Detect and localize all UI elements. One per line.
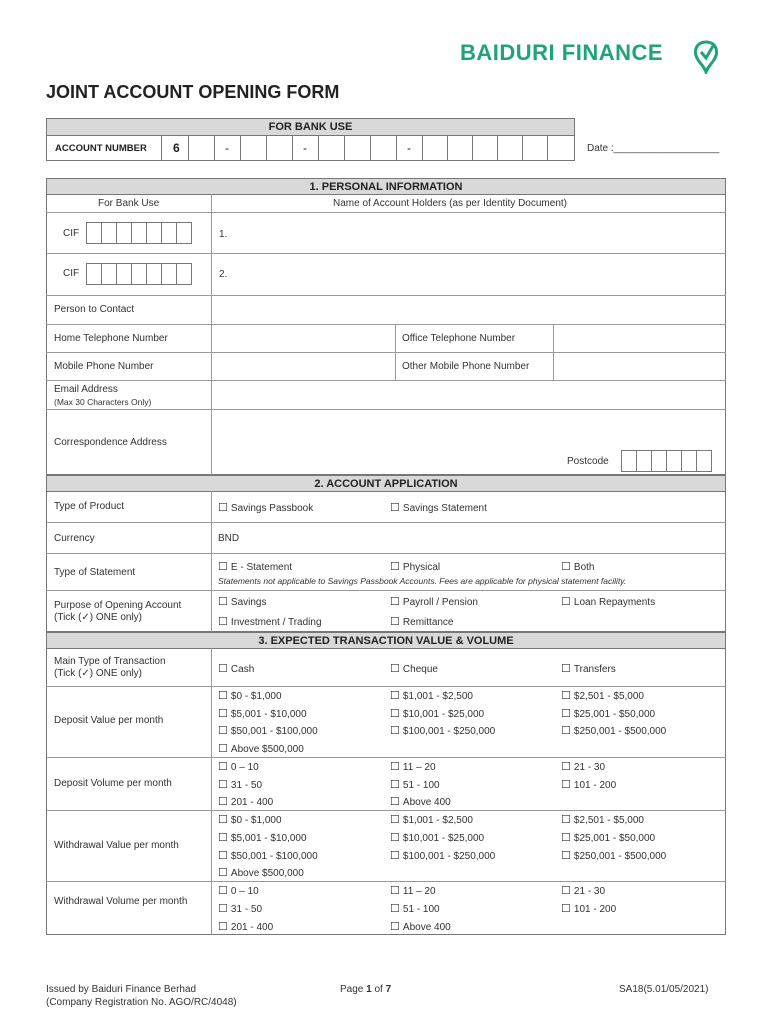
dvol-option[interactable]: ☐ 101 - 200 xyxy=(561,778,616,791)
for-bank-use-label: For Bank Use xyxy=(98,198,160,209)
dv-option[interactable]: ☐ $1,001 - $2,500 xyxy=(390,689,473,702)
dv-option[interactable]: ☐ $25,001 - $50,000 xyxy=(561,707,655,720)
postcode-label: Postcode xyxy=(567,456,609,467)
form-code: SA18(5.01/05/2021) xyxy=(619,984,709,995)
dvol-option[interactable]: ☐ 51 - 100 xyxy=(390,778,440,791)
holder-2-number: 2. xyxy=(219,269,228,280)
wvol-option[interactable]: ☐ 201 - 400 xyxy=(218,920,273,933)
dv-option[interactable]: ☐ $10,001 - $25,000 xyxy=(390,707,484,720)
transfers-checkbox[interactable]: ☐ Transfers xyxy=(561,662,616,675)
dv-option[interactable]: ☐ $100,001 - $250,000 xyxy=(390,724,495,737)
dvol-option[interactable]: ☐ 11 – 20 xyxy=(390,760,436,773)
cif-input-2[interactable] xyxy=(87,263,192,285)
wvol-option[interactable]: ☐ 101 - 200 xyxy=(561,902,616,915)
dv-option[interactable]: ☐ $0 - $1,000 xyxy=(218,689,282,702)
dvol-option[interactable]: ☐ 21 - 30 xyxy=(561,760,605,773)
postcode-input[interactable] xyxy=(622,450,712,472)
form-title: JOINT ACCOUNT OPENING FORM xyxy=(46,82,340,102)
wv-option[interactable]: ☐ Above $500,000 xyxy=(218,866,304,879)
withdrawal-volume-label: Withdrawal Volume per month xyxy=(54,896,188,907)
bank-use-header: FOR BANK USE xyxy=(46,118,575,136)
account-number-row xyxy=(46,135,575,161)
dv-option[interactable]: ☐ $250,001 - $500,000 xyxy=(561,724,666,737)
e-statement-checkbox[interactable]: ☐ E - Statement xyxy=(218,560,292,573)
purpose-remit-checkbox[interactable]: ☐ Remittance xyxy=(390,615,454,628)
wvol-option[interactable]: ☐ 51 - 100 xyxy=(390,902,440,915)
date-field[interactable]: Date :___________________ xyxy=(587,143,720,154)
dv-option[interactable]: ☐ $2,501 - $5,000 xyxy=(561,689,644,702)
dv-option[interactable]: ☐ $50,001 - $100,000 xyxy=(218,724,318,737)
purpose-invest-checkbox[interactable]: ☐ Investment / Trading xyxy=(218,615,322,628)
purpose-savings-checkbox[interactable]: ☐ Savings xyxy=(218,595,267,608)
withdrawal-value-label: Withdrawal Value per month xyxy=(54,840,179,851)
account-digit-fixed: 6 xyxy=(173,141,180,155)
cash-checkbox[interactable]: ☐ Cash xyxy=(218,662,254,675)
wv-option[interactable]: ☐ $5,001 - $10,000 xyxy=(218,831,307,844)
brand-logo-text: BAIDURI FINANCE xyxy=(460,40,664,65)
wv-option[interactable]: ☐ $1,001 - $2,500 xyxy=(390,813,473,826)
statement-note: Statements not applicable to Savings Passbook Accounts. Fees are applicable for physical statement facility. xyxy=(218,576,627,586)
section-3-header: 3. EXPECTED TRANSACTION VALUE & VOLUME xyxy=(46,632,726,649)
dv-option[interactable]: ☐ $5,001 - $10,000 xyxy=(218,707,307,720)
page-current: 1 xyxy=(366,984,372,995)
savings-statement-checkbox[interactable]: ☐ Savings Statement xyxy=(390,501,487,514)
wv-option[interactable]: ☐ $100,001 - $250,000 xyxy=(390,849,495,862)
purpose-payroll-checkbox[interactable]: ☐ Payroll / Pension xyxy=(390,595,478,608)
main-type-note: (Tick (✓) ONE only) xyxy=(54,668,143,679)
deposit-volume-label: Deposit Volume per month xyxy=(54,778,172,789)
office-tel-label: Office Telephone Number xyxy=(402,333,516,344)
person-contact-label: Person to Contact xyxy=(54,304,135,315)
cif-label-1: CIF xyxy=(63,228,80,239)
wvol-option[interactable]: ☐ 31 - 50 xyxy=(218,902,262,915)
dv-option[interactable]: ☐ Above $500,000 xyxy=(218,742,304,755)
wv-option[interactable]: ☐ $50,001 - $100,000 xyxy=(218,849,318,862)
wv-option[interactable]: ☐ $10,001 - $25,000 xyxy=(390,831,484,844)
name-header: Name of Account Holders (as per Identity Document) xyxy=(333,198,567,209)
cif-input-1[interactable] xyxy=(87,222,192,244)
wvol-option[interactable]: ☐ 21 - 30 xyxy=(561,884,605,897)
dash-1: - xyxy=(225,141,229,155)
cif-label-2: CIF xyxy=(63,268,80,279)
wv-option[interactable]: ☐ $0 - $1,000 xyxy=(218,813,282,826)
footer-issuer: Issued by Baiduri Finance Berhad xyxy=(46,984,197,995)
dash-3: - xyxy=(407,141,411,155)
dvol-option[interactable]: ☐ 0 – 10 xyxy=(218,760,259,773)
currency-value: BND xyxy=(218,533,240,544)
cheque-checkbox[interactable]: ☐ Cheque xyxy=(390,662,438,675)
dvol-option[interactable]: ☐ 201 - 400 xyxy=(218,795,273,808)
dvol-option[interactable]: ☐ 31 - 50 xyxy=(218,778,262,791)
purpose-label: Purpose of Opening Account xyxy=(54,600,182,611)
address-label: Correspondence Address xyxy=(54,437,167,448)
dash-2: - xyxy=(303,141,307,155)
email-label: Email Address xyxy=(54,384,118,395)
both-checkbox[interactable]: ☐ Both xyxy=(561,560,595,573)
wv-option[interactable]: ☐ $2,501 - $5,000 xyxy=(561,813,644,826)
savings-passbook-checkbox[interactable]: ☐ Savings Passbook xyxy=(218,501,313,514)
page-mid: of xyxy=(371,984,386,995)
deposit-value-label: Deposit Value per month xyxy=(54,715,164,726)
currency-label: Currency xyxy=(54,533,95,544)
page-number xyxy=(340,984,391,995)
brand-logo-icon xyxy=(691,38,721,74)
purpose-loan-checkbox[interactable]: ☐ Loan Repayments xyxy=(561,595,655,608)
wvol-option[interactable]: ☐ 11 – 20 xyxy=(390,884,436,897)
wv-option[interactable]: ☐ $25,001 - $50,000 xyxy=(561,831,655,844)
home-tel-label: Home Telephone Number xyxy=(54,333,168,344)
holder-1-number: 1. xyxy=(219,229,228,240)
section-1-header: 1. PERSONAL INFORMATION xyxy=(46,178,726,195)
account-number-label: ACCOUNT NUMBER xyxy=(55,143,147,154)
type-statement-label: Type of Statement xyxy=(54,567,136,578)
mobile-label: Mobile Phone Number xyxy=(54,361,154,372)
other-mobile-label: Other Mobile Phone Number xyxy=(402,361,530,372)
page-prefix: Page xyxy=(340,984,367,995)
wvol-option[interactable]: ☐ Above 400 xyxy=(390,920,451,933)
wv-option[interactable]: ☐ $250,001 - $500,000 xyxy=(561,849,666,862)
footer-reg: (Company Registration No. AGO/RC/4048) xyxy=(46,997,237,1008)
page-total: 7 xyxy=(385,984,392,995)
type-product-label: Type of Product xyxy=(54,501,125,512)
dvol-option[interactable]: ☐ Above 400 xyxy=(390,795,451,808)
physical-checkbox[interactable]: ☐ Physical xyxy=(390,560,440,573)
section-2-header: 2. ACCOUNT APPLICATION xyxy=(46,475,726,492)
purpose-note: (Tick (✓) ONE only) xyxy=(54,612,143,623)
wvol-option[interactable]: ☐ 0 – 10 xyxy=(218,884,259,897)
main-type-label: Main Type of Transaction xyxy=(54,656,166,667)
email-note: (Max 30 Characters Only) xyxy=(54,397,152,407)
